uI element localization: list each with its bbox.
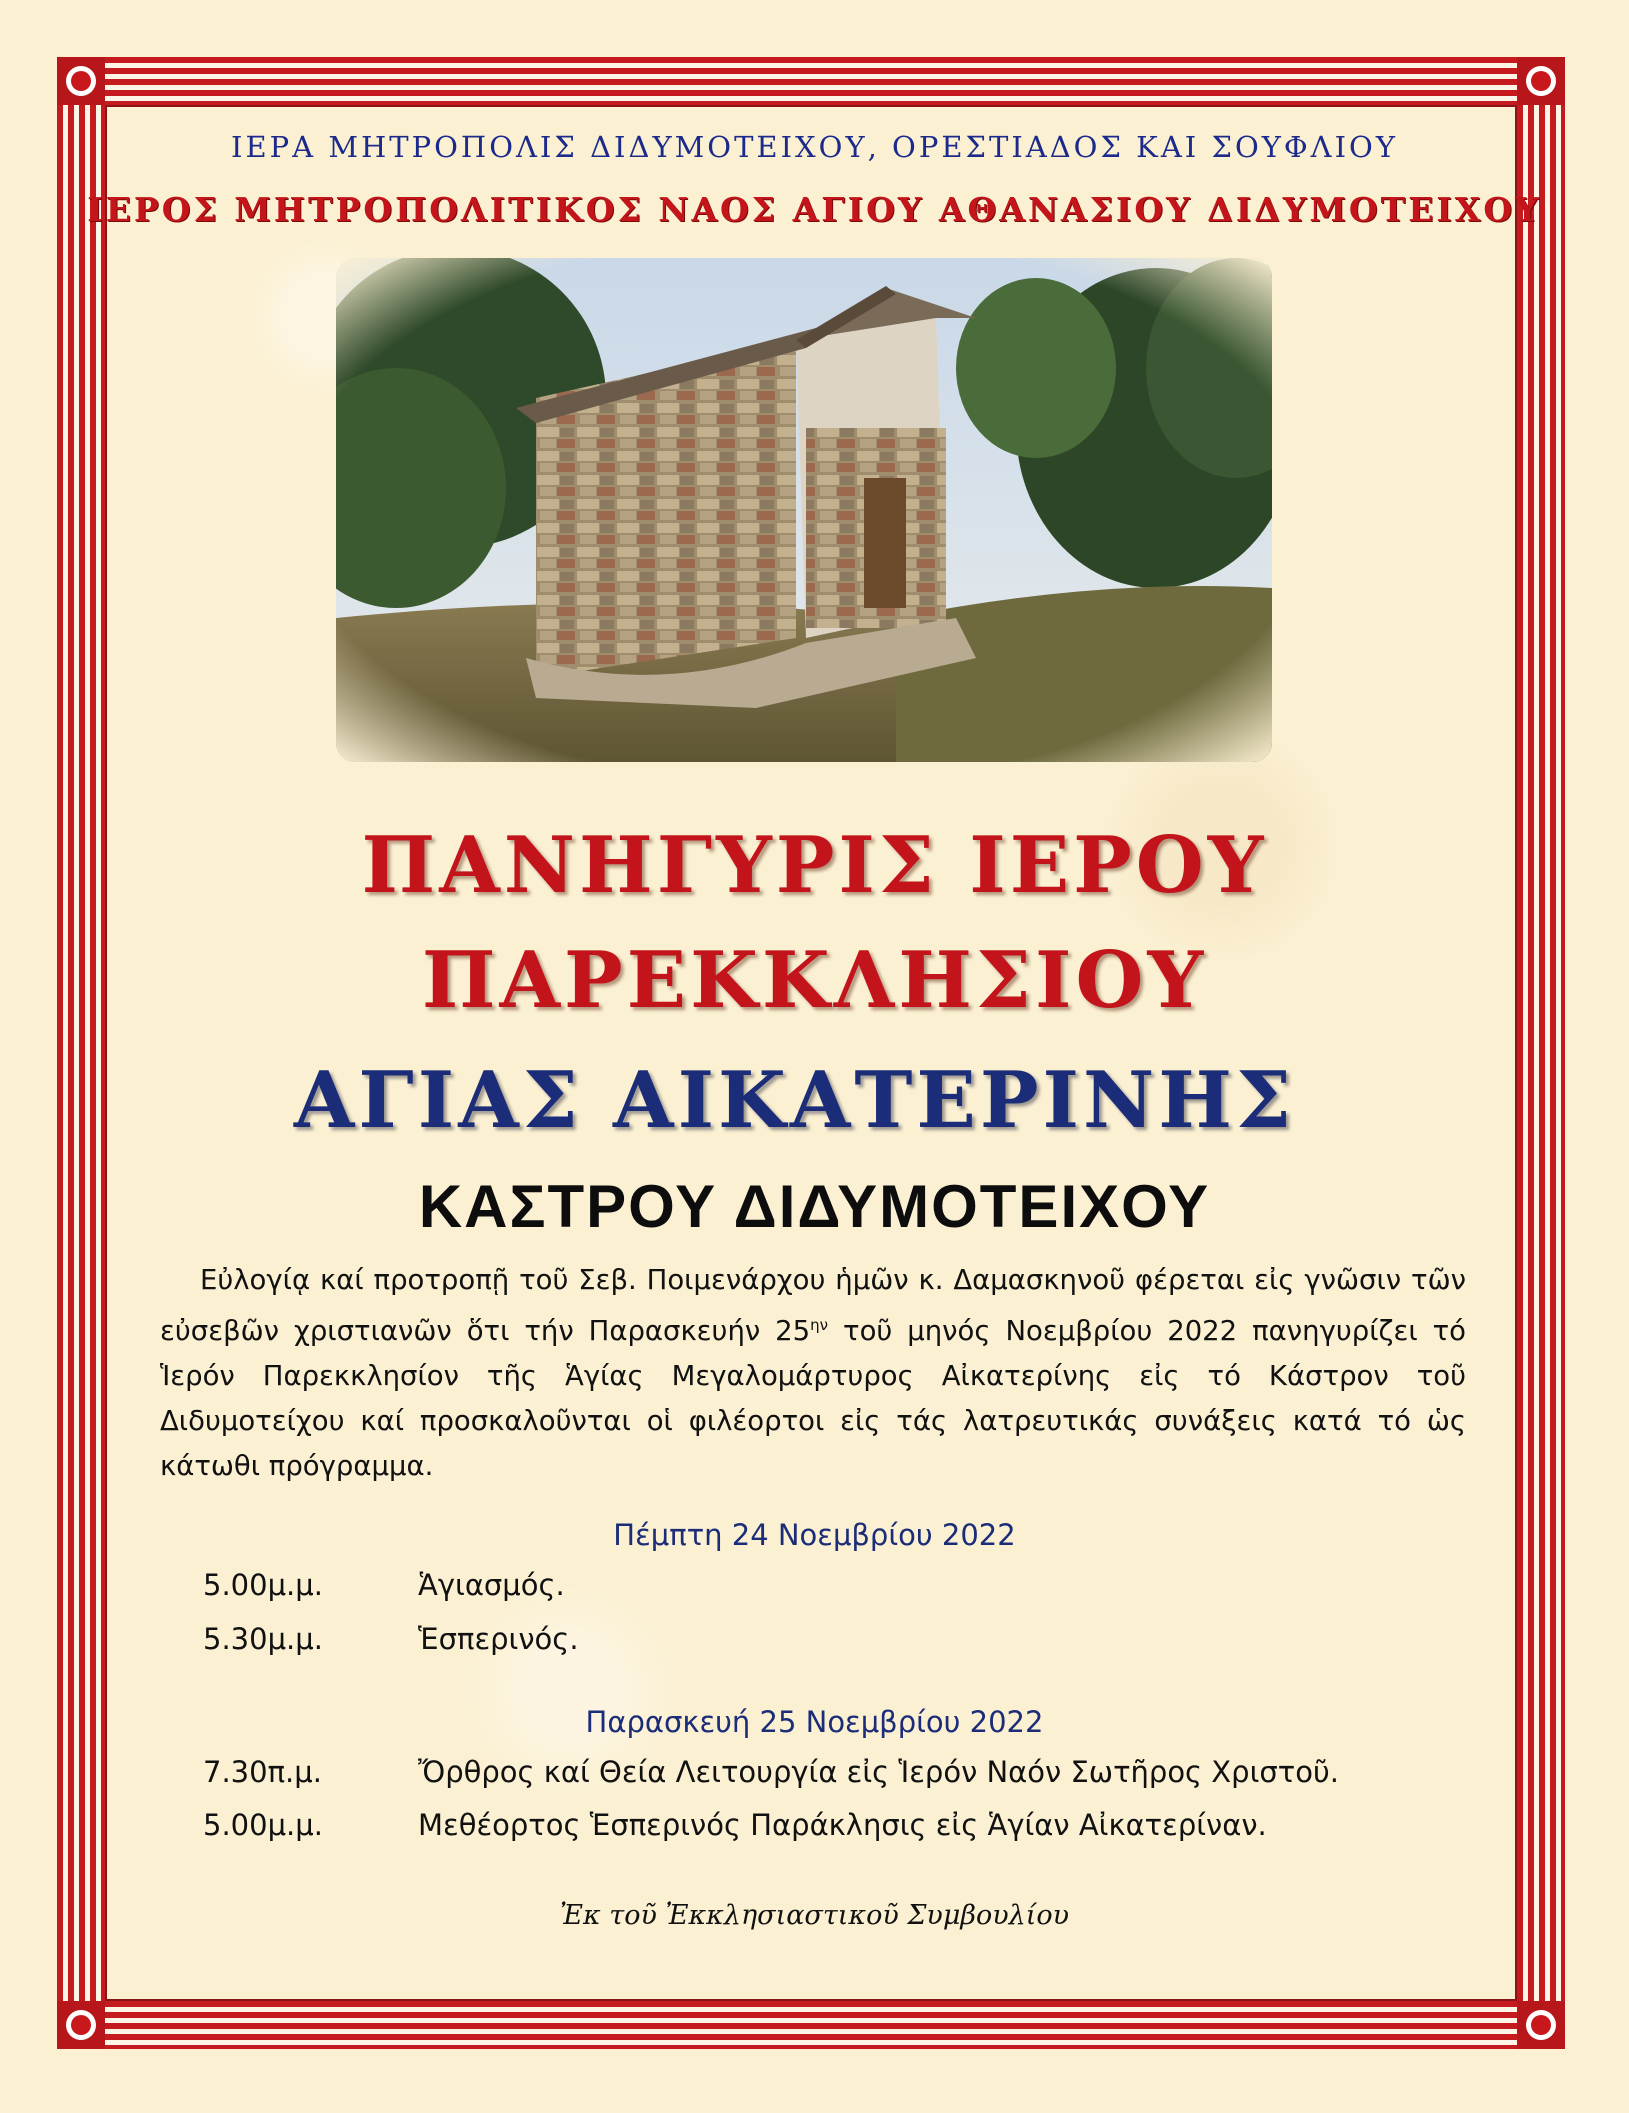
chapel-photo <box>336 258 1272 762</box>
corner-medallion-icon <box>57 57 105 105</box>
schedule-time: 5.00μ.μ. <box>203 1808 323 1842</box>
schedule-item <box>203 1568 565 1602</box>
schedule-item <box>203 1622 579 1656</box>
signature: Ἐκ τοῦ Ἐκκλησιαστικοῦ Συμβουλίου <box>559 1900 1070 1931</box>
schedule-time: 5.00μ.μ. <box>203 1568 323 1602</box>
announcement-text-start: Εὐλογίᾳ καί προτροπῇ τοῦ Σεβ. Ποιμενάρχου ἡμῶν κ. Δαμασκηνοῦ φέρεται εἰς γνῶσιν τῶν εὐσεβῶν χριστιανῶν ὅτι τήν Παρασκευήν 25 <box>160 1264 1466 1348</box>
schedule-time: 5.30μ.μ. <box>203 1622 323 1656</box>
border-bottom <box>57 2001 1565 2049</box>
metropolis-heading: ΙΕΡΑ ΜΗΤΡΟΠΟΛΙΣ ΔΙΔΥΜΟΤΕΙΧΟΥ, ΟΡΕΣΤΙΑΔΟΣ ΚΑΙ ΣΟΥΦΛΙΟΥ <box>231 130 1398 164</box>
title-line-1: ΠΑΝΗΓΥΡΙΣ ΙΕΡΟΥ <box>361 820 1268 911</box>
schedule-day-heading: Πέμπτη 24 Νοεμβρίου 2022 <box>613 1518 1016 1552</box>
schedule-event: Ἁγιασμός. <box>418 1568 565 1602</box>
corner-medallion-icon <box>57 2001 105 2049</box>
corner-medallion-icon <box>1517 57 1565 105</box>
schedule-time: 7.30π.μ. <box>203 1755 322 1789</box>
schedule-day-heading: Παρασκευή 25 Νοεμβρίου 2022 <box>585 1705 1044 1739</box>
title-line-2: ΠΑΡΕΚΚΛΗΣΙΟΥ <box>421 935 1208 1026</box>
ordinal-superscript: ην <box>810 1316 829 1334</box>
announcement-paragraph <box>160 1258 1466 1489</box>
schedule-event: Ὄρθρος καί Θεία Λειτουργία εἰς Ἱερόν Ναόν Σωτῆρος Χριστοῦ. <box>418 1755 1339 1789</box>
border-top <box>57 57 1565 105</box>
border-right <box>1517 57 1565 2049</box>
title-line-4: ΚΑΣΤΡΟΥ ΔΙΔΥΜΟΤΕΙΧΟΥ <box>418 1173 1211 1240</box>
schedule-item <box>203 1755 1339 1789</box>
schedule-event: Ἑσπερινός. <box>418 1622 579 1656</box>
cathedral-heading: ΙΕΡΟΣ ΜΗΤΡΟΠΟΛΙΤΙΚΟΣ ΝΑΟΣ ΑΓΙΟΥ ΑΘΑΝΑΣΙΟΥ ΔΙΔΥΜΟΤΕΙΧΟΥ <box>87 190 1542 229</box>
announcement-text-end: τοῦ μηνός Νοεμβρίου 2022 πανηγυρίζει τό Ἱερόν Παρεκκλησίον τῆς Ἁγίας Μεγαλομάρτυρος Αἰκατερίνης εἰς τό Κάστρον τοῦ Διδυμοτείχου καί προσκαλοῦνται οἱ φιλέορτοι εἰς τάς λατρευτικάς συνάξεις κατά τό ὡς κάτωθι πρόγραμμα. <box>160 1315 1466 1483</box>
schedule-item <box>203 1808 1267 1842</box>
title-line-3: ΑΓΙΑΣ ΑΙΚΑΤΕΡΙΝΗΣ <box>293 1055 1296 1146</box>
border-left <box>57 57 105 2049</box>
corner-medallion-icon <box>1517 2001 1565 2049</box>
schedule-event: Μεθέορτος Ἑσπερινός Παράκλησις εἰς Ἁγίαν Αἰκατερίναν. <box>418 1808 1267 1842</box>
